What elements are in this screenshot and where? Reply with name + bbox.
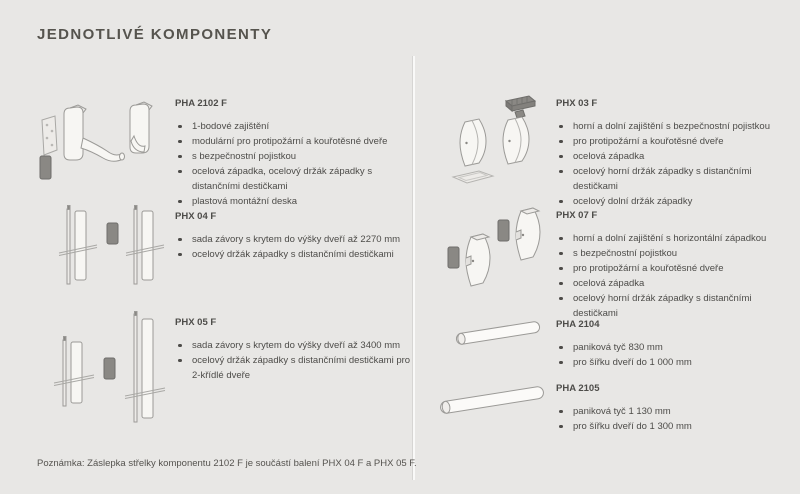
product-bullet-list — [556, 340, 798, 370]
product-bullet: ocelový držák západky s distančními destičkami pro 2-křídlé dveře — [175, 353, 417, 383]
top-bottom-latch-set-illustration — [445, 92, 547, 200]
product-bullet: sada závory s krytem do výšky dveří až 3400 mm — [175, 338, 417, 353]
product-bullet: ocelový držák západky s distančními destičkami — [175, 247, 417, 262]
product-bullet: pro protipožární a kouřotěsné dveře — [556, 134, 798, 149]
product-bullet-list — [175, 232, 417, 262]
product-bullet-list — [175, 338, 417, 383]
product-bullet-list — [556, 119, 798, 209]
footnote: Poznámka: Záslepka střelky komponentu 2102 F je součástí balení PHX 04 F a PHX 05 F. — [37, 458, 417, 469]
product-block-pha-2102-f — [175, 96, 417, 209]
product-block-pha-2104 — [556, 317, 798, 370]
product-bullet: paniková tyč 830 mm — [556, 340, 798, 355]
vertical-rod-set-tall-illustration — [52, 310, 170, 428]
product-code: PHA 2102 F — [175, 98, 227, 109]
product-bullet: ocelová západka, ocelový držák západky s distančními destičkami — [175, 164, 417, 194]
product-bullet: ocelový dolní držák západky — [556, 194, 798, 209]
product-code: PHA 2104 — [556, 319, 600, 330]
panic-lock-module-illustration — [28, 98, 166, 193]
panic-bar-illustration — [450, 314, 546, 352]
product-bullet: horní a dolní zajištění s bezpečnostní pojistkou — [556, 119, 798, 134]
product-bullet: ocelový horní držák západky s distančními destičkami — [556, 291, 798, 321]
product-code: PHX 05 F — [175, 317, 217, 328]
product-bullet: ocelový horní držák západky s distančními destičkami — [556, 164, 798, 194]
product-block-phx-03-f — [556, 96, 798, 209]
product-bullet: modulární pro protipožární a kouřotěsné dveře — [175, 134, 417, 149]
product-bullet: s bezpečnostní pojistkou — [556, 246, 798, 261]
product-bullet: 1-bodové zajištění — [175, 119, 417, 134]
product-bullet-list — [556, 404, 798, 434]
product-bullet: pro protipožární a kouřotěsné dveře — [556, 261, 798, 276]
product-code: PHX 04 F — [175, 211, 217, 222]
product-bullet: ocelová západka — [556, 149, 798, 164]
product-block-phx-04-f — [175, 209, 417, 262]
product-block-phx-05-f — [175, 315, 417, 383]
product-bullet: paniková tyč 1 130 mm — [556, 404, 798, 419]
product-block-pha-2105 — [556, 381, 798, 434]
vertical-rod-set-illustration — [58, 203, 166, 295]
product-block-phx-07-f — [556, 208, 798, 321]
page-title: JEDNOTLIVÉ KOMPONENTY — [37, 26, 273, 43]
horizontal-latch-set-illustration — [440, 206, 548, 308]
product-bullet: pro šířku dveří do 1 000 mm — [556, 355, 798, 370]
product-code: PHA 2105 — [556, 383, 600, 394]
product-bullet: plastová montážní deska — [175, 194, 417, 209]
product-code: PHX 07 F — [556, 210, 598, 221]
product-bullet: ocelová západka — [556, 276, 798, 291]
product-bullet-list — [556, 231, 798, 321]
product-bullet: s bezpečnostní pojistkou — [175, 149, 417, 164]
product-bullet: sada závory s krytem do výšky dveří až 2270 mm — [175, 232, 417, 247]
product-bullet: pro šířku dveří do 1 300 mm — [556, 419, 798, 434]
panic-bar-long-illustration — [436, 376, 548, 424]
product-code: PHX 03 F — [556, 98, 598, 109]
product-bullet-list — [175, 119, 417, 209]
product-bullet: horní a dolní zajištění s horizontální západkou — [556, 231, 798, 246]
